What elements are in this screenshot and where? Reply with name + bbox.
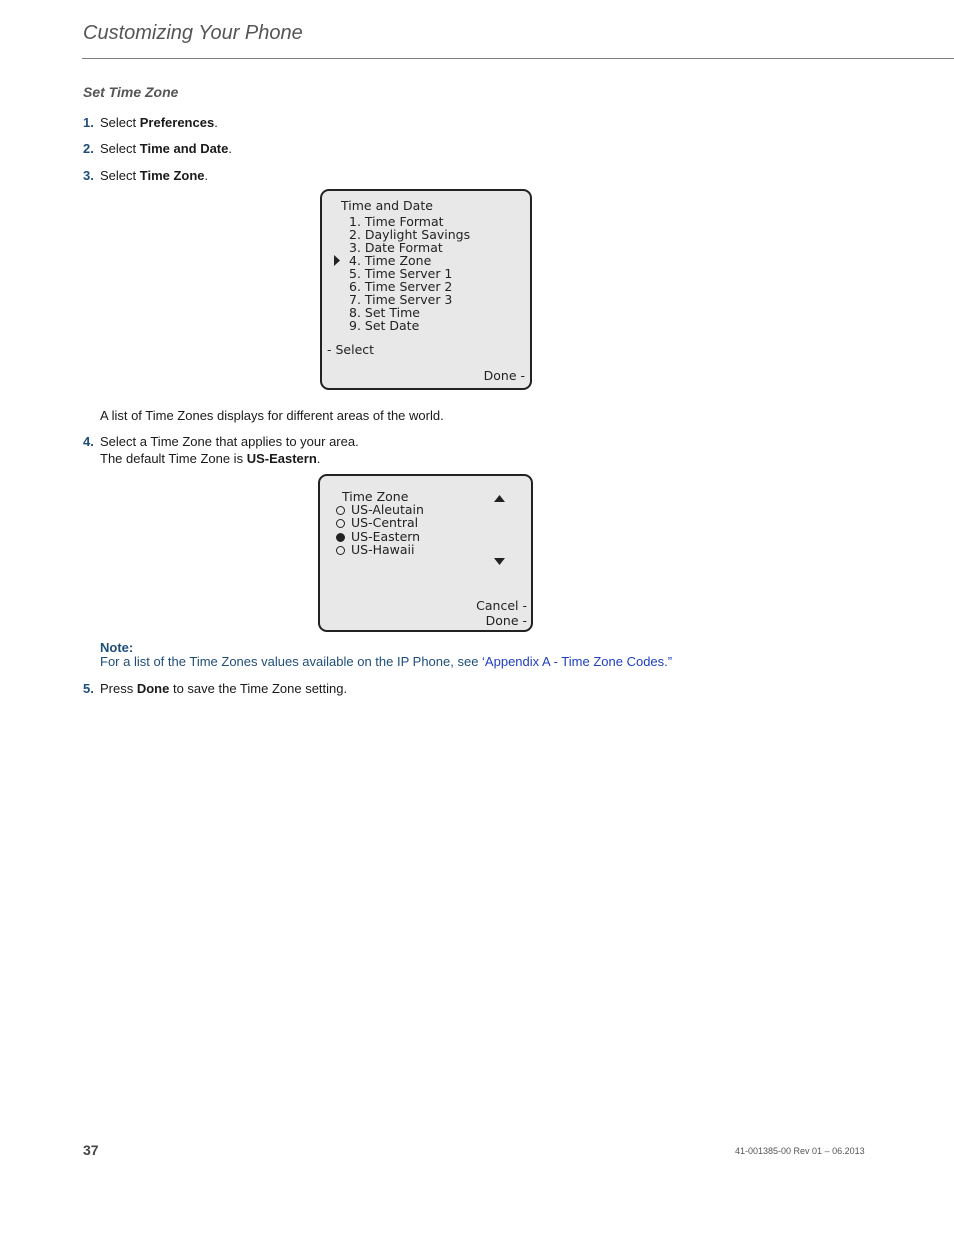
timezone-option[interactable]: US-Central: [351, 515, 419, 530]
step-text: Press: [100, 681, 137, 696]
radio-unselected-icon[interactable]: [336, 546, 345, 555]
step-3: [83, 167, 208, 184]
note-body: For a list of the Time Zones values available on the IP Phone, see: [100, 654, 483, 669]
menu-item[interactable]: 1. Time Format: [349, 214, 444, 229]
note-label: Note:: [100, 640, 134, 655]
step-number: 3.: [83, 168, 94, 183]
menu-item[interactable]: 3. Date Format: [349, 240, 443, 255]
step-text: Select a Time Zone that applies to your area.: [100, 434, 359, 449]
timezone-option[interactable]: US-Aleutain: [351, 502, 424, 517]
step-text: .: [204, 168, 209, 183]
page-number: 37: [83, 1142, 99, 1158]
radio-selected-icon[interactable]: [336, 533, 345, 542]
phone-screen-time-and-date: [320, 189, 532, 390]
step-text: .: [214, 115, 218, 130]
step-bold: Time and Date: [139, 141, 229, 156]
menu-item[interactable]: 6. Time Server 2: [349, 279, 453, 294]
step-number: 4.: [83, 434, 94, 449]
step-number: 1.: [83, 115, 94, 130]
menu-item-selected[interactable]: 4. Time Zone: [349, 253, 432, 268]
document-id: 41-001385-00 Rev 01 – 06.2013: [735, 1146, 865, 1156]
note-text: [100, 654, 672, 669]
selection-arrow-icon: [333, 255, 341, 266]
step-text: Select: [100, 141, 140, 156]
step-bold: Done: [136, 681, 170, 696]
appendix-link[interactable]: ‘Appendix A - Time Zone Codes.”: [482, 654, 673, 669]
menu-item[interactable]: 9. Set Date: [349, 318, 420, 333]
header-rule: [82, 58, 954, 59]
section-title: Set Time Zone: [83, 84, 179, 100]
header-title: Customizing Your Phone: [83, 22, 303, 44]
radio-unselected-icon[interactable]: [336, 506, 345, 515]
cancel-softkey[interactable]: Cancel -: [476, 598, 527, 613]
info-text: A list of Time Zones displays for different areas of the world.: [100, 408, 444, 423]
step-5: [83, 680, 347, 697]
step-number: 5.: [83, 681, 94, 696]
phone-screen-time-zone: [318, 474, 533, 632]
done-softkey[interactable]: Done -: [483, 368, 525, 383]
step-4: [83, 433, 359, 450]
step-text: Select: [100, 115, 140, 130]
screen-title: Time Zone: [342, 489, 409, 504]
step-text: .: [228, 141, 232, 156]
timezone-option-selected[interactable]: US-Eastern: [351, 529, 421, 544]
scroll-down-icon[interactable]: [494, 558, 505, 566]
step-bold: Time Zone: [139, 168, 205, 183]
menu-item[interactable]: 2. Daylight Savings: [349, 227, 471, 242]
step-text: .: [316, 451, 321, 466]
scroll-up-icon[interactable]: [494, 495, 505, 503]
step-bold: Preferences: [139, 115, 215, 130]
done-softkey[interactable]: Done -: [485, 613, 527, 628]
step-4-default: [100, 450, 320, 467]
step-text: Select: [100, 168, 140, 183]
menu-item[interactable]: 5. Time Server 1: [349, 266, 453, 281]
step-1: [83, 114, 218, 131]
step-text: The default Time Zone is: [100, 451, 247, 466]
step-text: to save the Time Zone setting.: [169, 681, 348, 696]
step-bold: US-Eastern: [246, 451, 317, 466]
timezone-option[interactable]: US-Hawaii: [351, 542, 415, 557]
radio-unselected-icon[interactable]: [336, 519, 345, 528]
screen-title: Time and Date: [341, 198, 433, 213]
menu-item[interactable]: 7. Time Server 3: [349, 292, 453, 307]
menu-item[interactable]: 8. Set Time: [349, 305, 420, 320]
step-2: [83, 140, 232, 157]
select-softkey[interactable]: - Select: [327, 342, 375, 357]
step-number: 2.: [83, 141, 94, 156]
